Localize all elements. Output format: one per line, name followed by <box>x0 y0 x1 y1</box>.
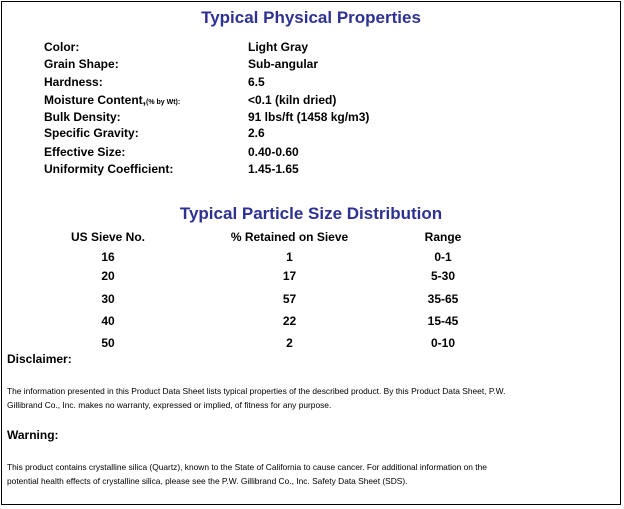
property-value: 91 lbs/ft (1458 kg/m3) <box>248 110 370 124</box>
product-data-sheet <box>1 1 621 505</box>
property-unit: (% by Wt): <box>146 99 181 106</box>
property-value: <0.1 (kiln dried) <box>248 93 337 107</box>
disclaimer-title: Disclaimer: <box>7 352 72 366</box>
range-cell: 5-30 <box>430 269 456 283</box>
property-label: Grain Shape: <box>44 57 119 71</box>
distribution-title: Typical Particle Size Distribution <box>179 204 443 223</box>
property-value: 6.5 <box>248 75 265 89</box>
property-value: 0.40-0.60 <box>248 145 299 159</box>
sieve-cell: 30 <box>101 292 115 306</box>
property-value: Sub-angular <box>248 57 319 71</box>
retained-cell: 2 <box>286 336 293 350</box>
range-cell: 0-10 <box>430 336 456 350</box>
property-label-row <box>44 93 180 107</box>
property-value: Light Gray <box>248 40 309 54</box>
retained-cell: 22 <box>282 314 297 328</box>
property-value: 2.6 <box>248 126 265 140</box>
sieve-cell: 40 <box>101 314 115 328</box>
range-cell: 0-1 <box>434 250 452 264</box>
sieve-cell: 20 <box>101 269 115 283</box>
property-label: Color: <box>44 40 80 54</box>
property-label: Moisture Content, <box>44 93 146 107</box>
property-value: 1.45-1.65 <box>248 162 299 176</box>
property-label: Specific Gravity: <box>44 126 139 140</box>
retained-cell: 17 <box>282 269 297 283</box>
disclaimer-line: The information presented in this Product Data Sheet lists typical properties of the described product. By this Product Data Sheet, P.W. <box>7 386 506 396</box>
warning-line: potential health effects of crystalline silica, please see the P.W. Gillibrand Co., Inc. Safety Data Sheet (SDS). <box>7 476 408 486</box>
column-header-retained: % Retained on Sieve <box>230 230 349 244</box>
retained-cell: 57 <box>282 292 297 306</box>
disclaimer-text <box>7 384 617 412</box>
column-header-range: Range <box>424 230 462 244</box>
property-label: Effective Size: <box>44 145 126 159</box>
retained-cell: 1 <box>286 250 293 264</box>
sieve-cell: 50 <box>101 336 115 350</box>
warning-line: This product contains crystalline silica (Quartz), known to the State of California to cause cancer. For additional information on the <box>7 462 487 472</box>
warning-title: Warning: <box>7 428 59 442</box>
disclaimer-line: Gillibrand Co., Inc. makes no warranty, expressed or implied, of fitness for any purpose. <box>7 400 332 410</box>
sieve-cell: 16 <box>101 250 115 264</box>
range-cell: 35-65 <box>427 292 459 306</box>
physical-properties-title: Typical Physical Properties <box>201 8 421 27</box>
property-label: Uniformity Coefficient: <box>44 162 174 176</box>
warning-text <box>7 460 617 488</box>
column-header-sieve: US Sieve No. <box>70 230 146 244</box>
property-label: Hardness: <box>44 75 103 89</box>
range-cell: 15-45 <box>427 314 459 328</box>
property-label: Bulk Density: <box>44 110 121 124</box>
